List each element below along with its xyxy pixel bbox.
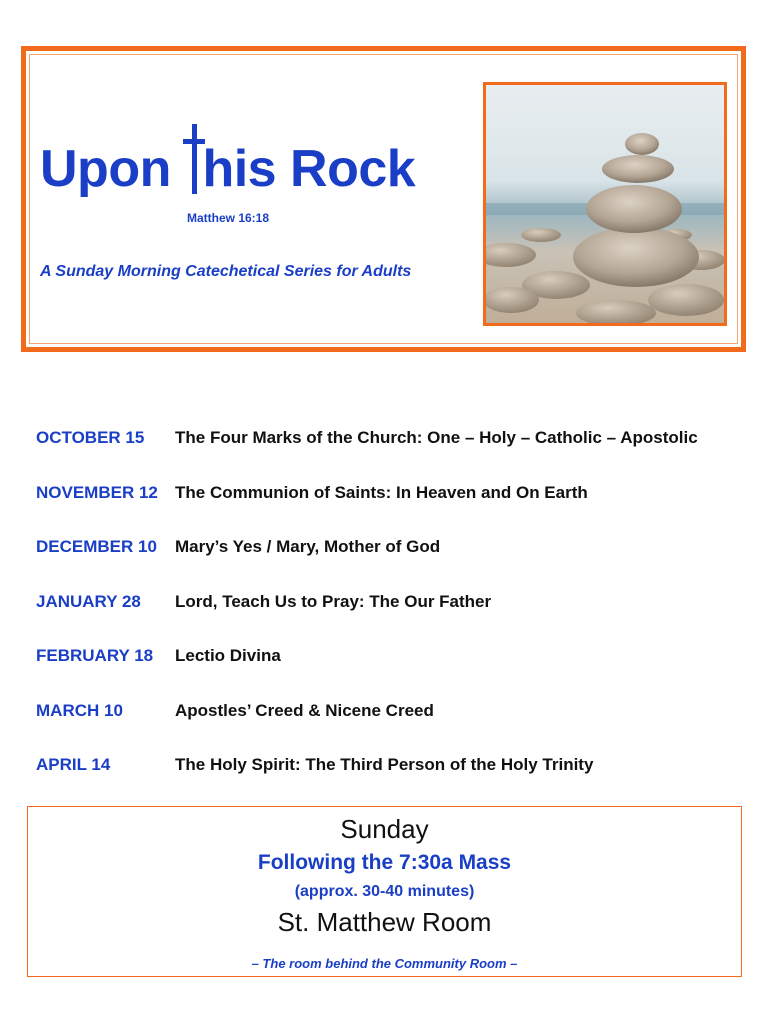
session-date: DECEMBER 10 — [36, 537, 157, 556]
series-subtitle: A Sunday Morning Catechetical Series for Adults — [40, 263, 412, 280]
session-topic: The Communion of Saints: In Heaven and On Earth — [175, 483, 588, 502]
meeting-time: Following the 7:30a Mass — [257, 851, 512, 874]
stacked-stones-photo — [483, 82, 727, 326]
header-box — [21, 46, 746, 352]
session-topic: The Four Marks of the Church: One – Holy – Catholic – Apostolic — [175, 428, 698, 447]
session-date: APRIL 14 — [36, 755, 111, 774]
meeting-room: St. Matthew Room — [277, 907, 492, 937]
session-date: MARCH 10 — [36, 701, 123, 720]
title-word-upon: Upon — [40, 140, 171, 198]
session-topic: Mary’s Yes / Mary, Mother of God — [175, 537, 441, 556]
session-topic: Apostles’ Creed & Nicene Creed — [175, 701, 434, 720]
page-title — [40, 139, 415, 199]
session-info-box — [27, 806, 742, 977]
meeting-duration: (approx. 30-40 minutes) — [294, 883, 475, 900]
session-topic: Lectio Divina — [175, 646, 281, 665]
session-date: NOVEMBER 12 — [36, 483, 158, 502]
scripture-reference: Matthew 16:18 — [187, 211, 270, 225]
meeting-day: Sunday — [340, 814, 429, 844]
session-date: FEBRUARY 18 — [36, 646, 154, 665]
cross-icon — [185, 150, 203, 186]
title-word-rock: his Rock — [202, 140, 416, 198]
session-topic: The Holy Spirit: The Third Person of the Holy Trinity — [175, 755, 594, 774]
session-date: JANUARY 28 — [36, 592, 141, 611]
room-location-note: – The room behind the Community Room – — [251, 956, 518, 971]
session-topic: Lord, Teach Us to Pray: The Our Father — [175, 592, 492, 611]
session-date: OCTOBER 15 — [36, 428, 145, 447]
